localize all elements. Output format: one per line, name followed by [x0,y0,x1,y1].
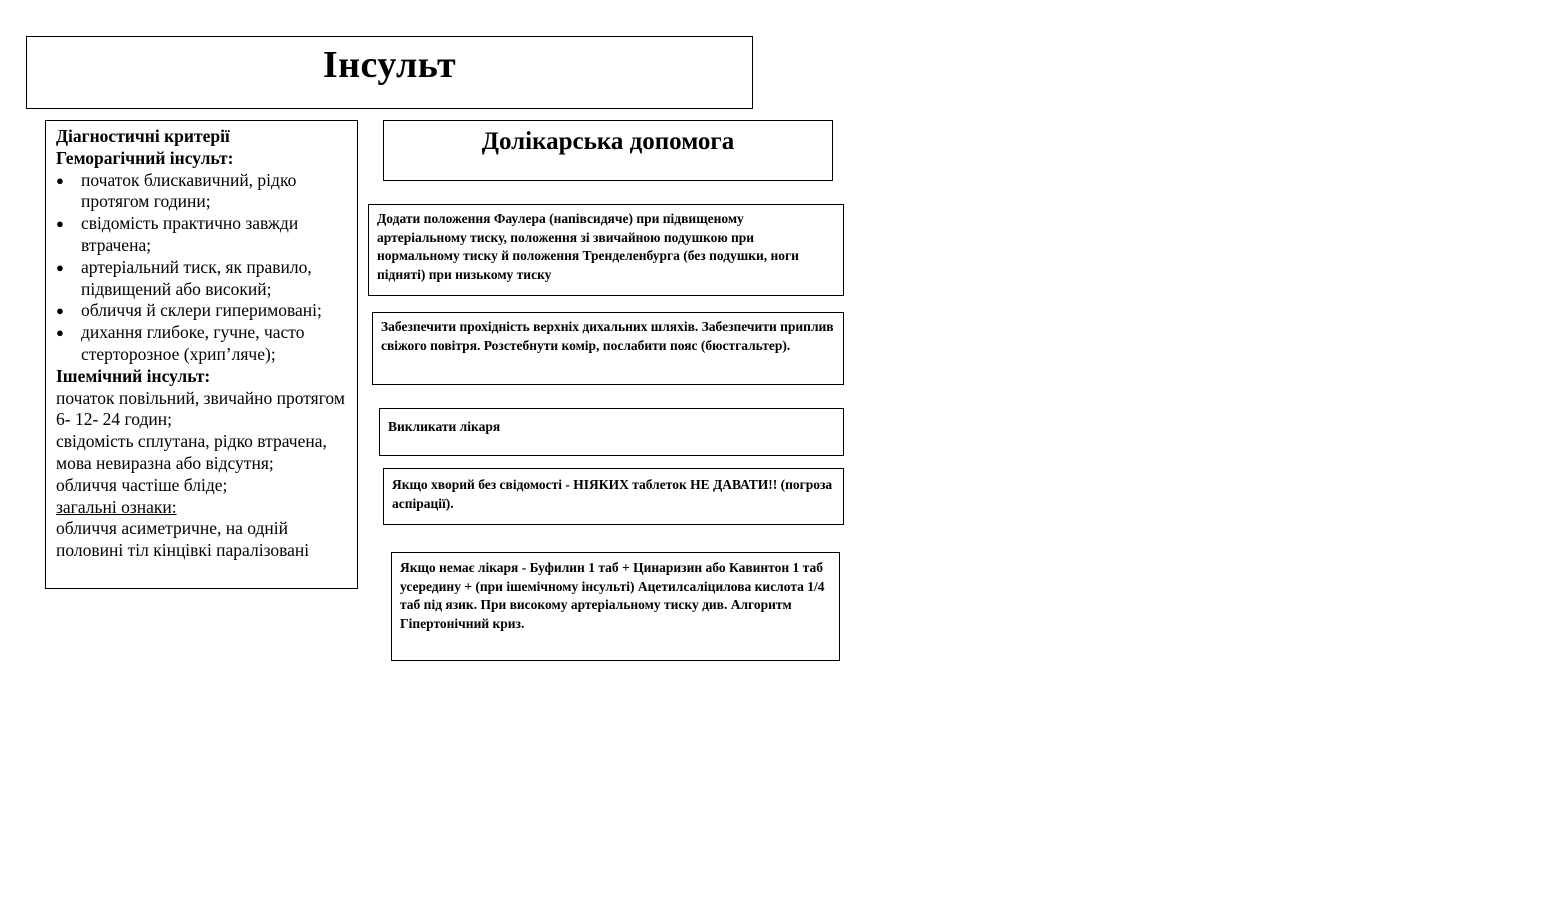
first-aid-step-airway [372,312,844,385]
bullet-icon: ● [56,216,64,232]
diagnostic-criteria-box [45,120,358,589]
general-signs-title: загальні ознаки: [56,496,177,517]
title-box [26,36,753,109]
list-item: ● початок блискавичний, рідко протягом години; [56,169,297,212]
hemorrhagic-title: Геморагічний інсульт: [56,147,234,168]
first-aid-step-no-pills [383,468,844,525]
bullet-icon: ● [56,172,64,188]
general-signs-text: обличчя асиметричне, на одній половині тіл кінцівкі паралізовані [56,518,310,561]
page-title: Інсульт [322,44,457,86]
ischemic-line: обличчя частіше бліде; [56,474,228,495]
list-item: ● артеріальний тиск, як правило, підвищений або високий; [56,256,312,299]
ischemic-title: Ішемічний інсульт: [56,365,211,386]
first-aid-step-call-doctor [379,408,844,456]
list-item: ● обличчя й склери гиперимовані; [56,300,322,321]
bullet-icon: ● [56,303,64,319]
first-aid-step-medication [391,552,840,661]
step-text: Забезпечити прохідність верхніх дихальних шляхів. Забезпечити приплив свіжого повітря. Розстебнути комір, послабити пояс (бюстгальтер). [381,319,834,353]
bullet-icon: ● [56,259,64,275]
hemorrhagic-list [56,170,351,366]
first-aid-heading-box [383,120,833,181]
ischemic-line: початок повільний, звичайно протягом 6- 12- 24 годин; [56,387,345,430]
first-aid-step-positioning [368,204,844,296]
list-item: ● свідомість практично завжди втрачена; [56,213,299,255]
bullet-icon: ● [56,325,64,341]
ischemic-line: свідомість сплутана, рідко втрачена, мова невиразна або відсутня; [56,431,327,473]
step-text: Викликати лікаря [388,419,501,434]
step-text: Якщо хворий без свідомості - НІЯКИХ таблеток НЕ ДАВАТИ!! (погроза аспірації). [392,477,833,511]
step-text: Якщо немає лікаря - Буфилин 1 таб + Цинаризин або Кавинтон 1 таб усередину + (при ішемічному інсульті) Ацетилсаліцилова кислота 1/4 таб під язик. При високому артеріальному тиску див. Алгоритм Гіпертонічний криз. [400,560,825,631]
step-text: Додати положення Фаулера (напівсидяче) при підвищеному артеріальному тиску, положення зі звичайною подушкою при нормальному тиску й положення Тренделенбурга (без подушки, ноги підняті) при низькому тиску [377,211,799,282]
first-aid-heading: Долікарська допомога [481,128,735,155]
list-item: ● дихання глибоке, гучне, часто стерторозное (хрип’ляче); [56,322,305,364]
diagnostic-heading: Діагностичні критерії [56,126,230,146]
